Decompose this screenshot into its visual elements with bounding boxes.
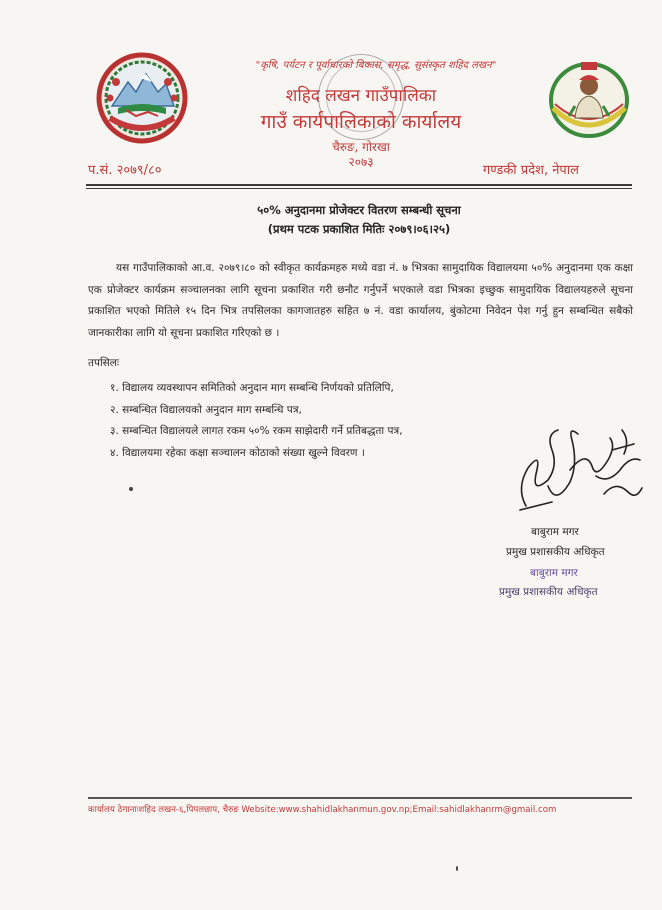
notice-title: ५०% अनुदानमा प्रोजेक्टर वितरण सम्बन्धी सूचना bbox=[257, 203, 461, 217]
list-item: ४. विद्यालयमा रहेका कक्षा सञ्चालन कोठाको संख्या खुल्ने विवरण । bbox=[110, 446, 365, 459]
municipality-name: शहिद लखन गाउँपालिका bbox=[285, 86, 437, 106]
annex-list bbox=[110, 378, 403, 464]
signer-title-stamp: प्रमुख प्रशासकीय अधिकृत bbox=[499, 586, 598, 598]
footer-divider bbox=[88, 797, 632, 799]
office-name: गाउँ कार्यपालिकाको कार्यालय bbox=[260, 111, 462, 133]
scan-speck bbox=[129, 487, 133, 491]
signer-name: बाबुराम मगर bbox=[531, 526, 579, 538]
signer-title: प्रमुख प्रशासकीय अधिकृत bbox=[506, 546, 605, 558]
scan-speck bbox=[456, 866, 458, 871]
office-place: चैरुङ, गोरखा bbox=[332, 140, 390, 154]
notice-body bbox=[88, 258, 633, 344]
list-item: ३. सम्बन्धित विद्यालयले लागत रकम ५०% रकम साझेदारी गर्ने प्रतिबद्धता पत्र, bbox=[110, 425, 403, 437]
martyr-portrait-icon bbox=[545, 58, 633, 140]
handwritten-signature-icon bbox=[512, 410, 647, 520]
list-item: १. विद्यालय व्यवस्थापन समितिको अनुदान माग सम्बन्धि निर्णयको प्रतिलिपि, bbox=[110, 382, 394, 394]
header-divider bbox=[86, 184, 632, 186]
signer-name-stamp: बाबुराम मगर bbox=[530, 567, 578, 579]
list-item: २. सम्बन्धित विद्यालयको अनुदान माग सम्बन्धि पत्र, bbox=[110, 403, 302, 416]
motto: "कृषि, पर्यटन र पूर्वाधारको बिकास, समृद्ध, सुसंस्कृत शहिद लखन" bbox=[255, 60, 497, 71]
header-divider-thin bbox=[86, 188, 632, 189]
annex-title: तपसिलः bbox=[88, 357, 120, 369]
founded-year: २०७३ bbox=[348, 155, 374, 169]
footer-address: कार्यालय ठेगानाःशहिद लखन-६,पिपलछाप, चैरुङ Website:www.shahidlakhanmun.gov.np;Email:sahidlakhanrm@gmail.com bbox=[88, 805, 557, 815]
province: गण्डकी प्रदेश, नेपाल bbox=[482, 163, 579, 178]
notice-subtitle: (प्रथम पटक प्रकाशित मितिः २०७९।०६।२५) bbox=[267, 222, 451, 236]
notice-body-paragraph: यस गाउँपालिकाको आ.व. २०७९।८० को स्वीकृत कार्यक्रमहरु मध्ये वडा नं. ७ भित्रका सामुदायिक विद्यालयमा ५०% अनुदानमा एक कक्षा एक प्रोजेक्टर कार्यक्रम सञ्चालनका लागि सूचना प्रकाशित गरी छनौट गर्नुपर्ने भएकाले वडा भित्रका इच्छुक सामुदायिक विद्यालयहरुले सूचना प्रकाशित भएको मितिले १५ दिन भित्र तपसिलका कागजातहरु सहित ७ नं. वडा कार्यालय, बुंकोटमा निवेदन पेश गर्नु हुन सम्बन्धित सबैको जानकारीका लागि यो सूचना प्रकाशित गरिएको छ । bbox=[88, 262, 633, 339]
nepal-emblem-icon bbox=[96, 52, 188, 144]
fiscal-year: प.सं. २०७९/८० bbox=[88, 163, 162, 178]
